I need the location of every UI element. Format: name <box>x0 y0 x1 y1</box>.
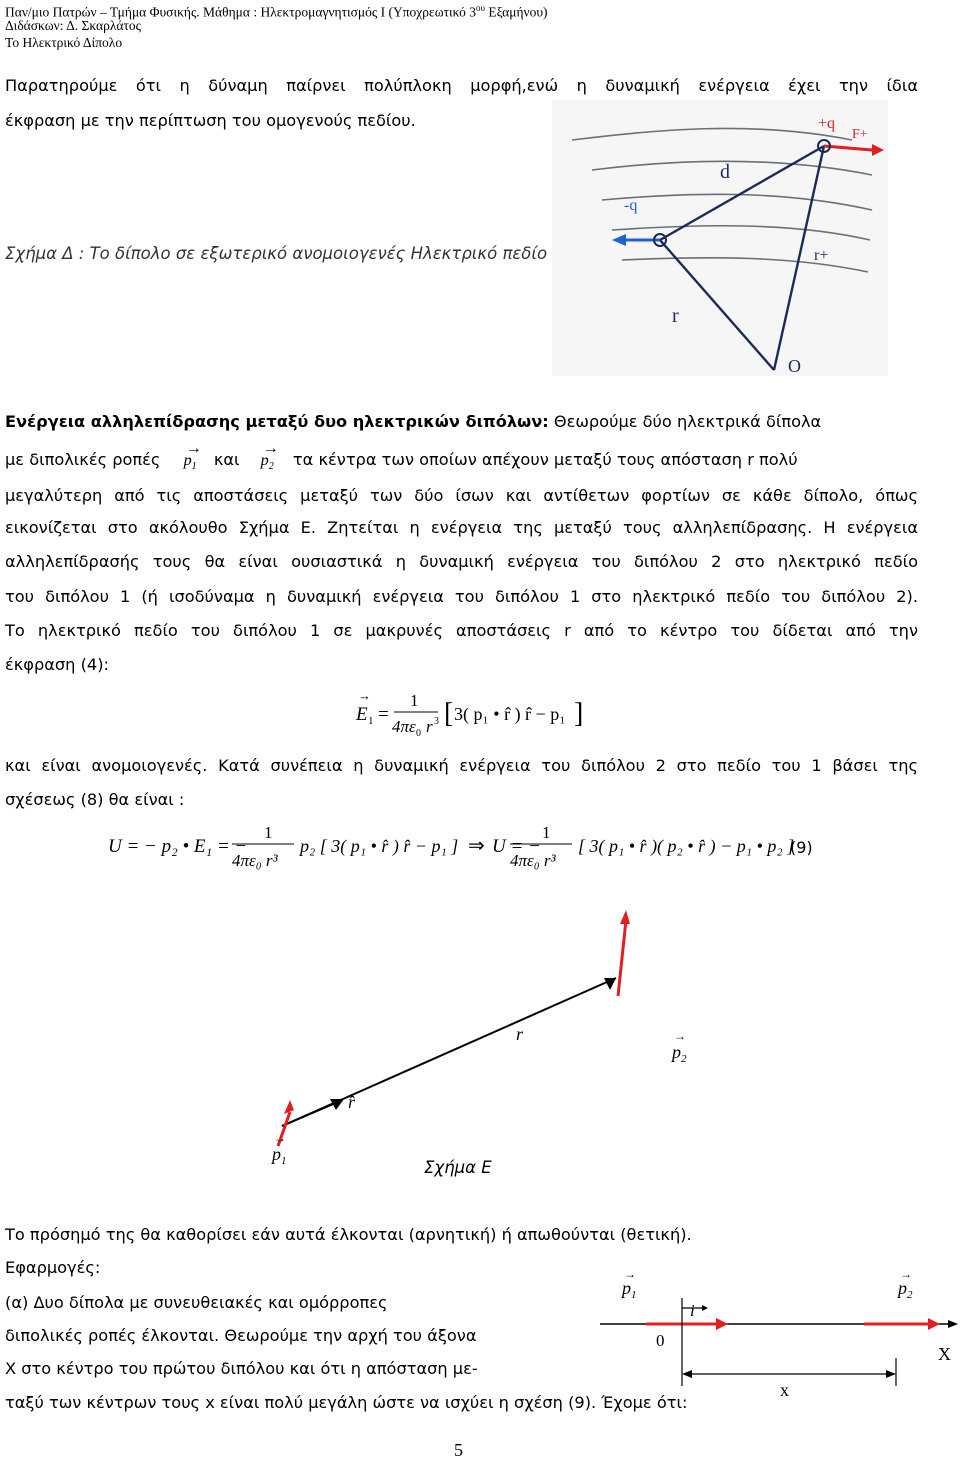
page-number: 5 <box>454 1440 463 1460</box>
label-origin: O <box>788 356 801 376</box>
label-r-plus: r+ <box>814 247 829 264</box>
label-r: r <box>672 305 679 327</box>
svg-text:U = −: U = − <box>492 836 541 857</box>
svg-text:3: 3 <box>434 716 439 727</box>
intro-line-1: Παρατηρούμε ότι η δύναμη παίρνει πολύπλοκη μορφή,ενώ η δυναμική ενέργεια έχει την ίδια <box>5 76 918 95</box>
axis-label-X: X <box>938 1344 951 1364</box>
section-line-4: εικονίζεται στο ακόλουθο Σχήμα Ε. Ζητείται η ενέργεια της μεταξύ τους αλληλεπίδρασης. Η ενέργεια <box>5 518 918 537</box>
svg-text:→: → <box>674 1029 686 1043</box>
svg-text:1: 1 <box>368 715 374 727</box>
application-a-line-2: διπολικές ροπές έλκονται. Θεωρούμε την αρχή του άξονα <box>5 1326 477 1345</box>
axis-label-p2: $p_2$ <box>898 1278 913 1301</box>
svg-text:0: 0 <box>416 728 421 739</box>
axis-label-p1: $p_1$ <box>622 1278 637 1301</box>
section-line-3: μεγαλύτερη από τις αποστάσεις μεταξύ των δύο ίσων και αντίθετων φορτίων σε κάθε δίπολο, όπως <box>5 486 918 505</box>
figure-axis <box>600 1268 960 1398</box>
p2-symbol: → $p_2$ <box>260 439 279 473</box>
svg-text:3( p₁ • r̂ ) r̂ − p₁: 3( p₁ • r̂ ) r̂ − p₁ <box>454 704 566 724</box>
figure-e <box>220 900 740 1200</box>
svg-text:p₂ [ 3( p₁ • r̂ ) r̂ − p₁ ]: p₂ [ 3( p₁ • r̂ ) r̂ − p₁ ] <box>300 836 459 856</box>
svg-text:r: r <box>426 717 433 736</box>
header-course-line: Παν/μιο Πατρών – Τμήμα Φυσικής. Μάθημα : Ηλεκτρομαγνητισμός Ι (Υποχρεωτικό $3^{o\upsilon}$ Εξαμήνου) <box>5 3 548 20</box>
svg-text:[ 3( p₁ • r̂ )( p₂ • r̂ ) − p₁: [ 3( p₁ • r̂ )( p₂ • r̂ ) − p₁ • p₂ ] <box>578 836 795 856</box>
svg-text:1: 1 <box>264 823 273 842</box>
label-plus-q: +q <box>818 115 836 132</box>
after-eq4-line-1: και είναι ανομοιογενές. Κατά συνέπεια η δυναμική ενέργεια του διπόλου 2 στο πεδίο του 1 βάσει της <box>5 756 918 775</box>
fig-e-label-p2: $p_2$ <box>672 1042 687 1065</box>
svg-text:4πε: 4πε <box>392 717 416 736</box>
axis-label-i-hat: i <box>690 1301 695 1320</box>
label-f-plus: F+ <box>852 127 868 142</box>
section-line-7: Το ηλεκτρικό πεδίο του διπόλου 1 σε μακρυνές αποστάσεις r από το κέντρο του δίδεται από την <box>5 621 918 640</box>
label-minus-q: -q <box>624 197 638 214</box>
svg-text:]: ] <box>574 698 584 729</box>
intro-line-2: έκφραση με την περίπτωση του ομογενούς πεδίου. <box>5 111 416 130</box>
equation-9-number: (9) <box>790 838 813 857</box>
equation-4 <box>352 690 592 742</box>
axis-label-zero: 0 <box>656 1331 665 1350</box>
svg-text:1: 1 <box>542 823 551 842</box>
application-a-line-1: (α) Δυο δίπολα με συνευθειακές και ομόρροπες <box>5 1293 388 1312</box>
svg-text:U = − p₂ • E₁ = −: U = − p₂ • E₁ = − <box>108 836 248 857</box>
figure-d-photo <box>552 100 888 376</box>
svg-text:4πε₀ r³: 4πε₀ r³ <box>510 851 556 870</box>
svg-text:4πε₀ r³: 4πε₀ r³ <box>232 851 278 870</box>
svg-text:→: → <box>624 1268 636 1281</box>
svg-text:⇒: ⇒ <box>468 835 485 857</box>
svg-text:=: = <box>378 704 389 725</box>
applications-title: Εφαρμογές: <box>5 1258 101 1277</box>
axis-label-x: x <box>780 1380 789 1398</box>
fig-e-label-r: r <box>516 1024 524 1044</box>
equation-9 <box>104 822 824 880</box>
section-line-1: Ενέργεια αλληλεπίδρασης μεταξύ δυο ηλεκτρικών διπόλων: Θεωρούμε δύο ηλεκτρικά δίπολα <box>5 412 822 431</box>
section-line-8: έκφραση (4): <box>5 655 109 674</box>
after-eq4-line-2: σχέσεως (8) θα είναι : <box>5 790 185 809</box>
header-topic: Το Ηλεκτρικό Δίπολο <box>5 35 123 50</box>
section-line-2: με διπολικές ροπές → $p_1$ και → $p_2$ τα κέντρα των οποίων απέχουν μεταξύ τους απόσταση r πολύ <box>5 439 798 473</box>
svg-text:→: → <box>358 690 371 703</box>
figure-e-caption: Σχήμα Ε <box>424 1158 492 1177</box>
label-d: d <box>720 161 730 183</box>
svg-text:→: → <box>900 1268 912 1281</box>
svg-text:1: 1 <box>410 691 419 710</box>
figure-d-caption: Σχήμα Δ : Το δίπολο σε εξωτερικό ανομοιογενές Ηλεκτρικό πεδίο <box>5 244 548 263</box>
svg-text:→: → <box>274 1131 286 1145</box>
svg-text:[: [ <box>444 698 454 729</box>
application-a-line-4: ταξύ των κέντρων τους x είναι πολύ μεγάλη ώστε να ισχύει η σχέση (9). Έχομε ότι: <box>5 1393 688 1412</box>
header-instructor: Διδάσκων: Δ. Σκαρλάτος <box>5 18 142 33</box>
application-a-line-3: Χ στο κέντρο του πρώτου διπόλου και ότι η απόσταση με- <box>5 1359 478 1378</box>
fig-e-label-p1: $p_1$ <box>272 1144 287 1167</box>
fig-e-label-rhat: r̂ <box>348 1092 356 1112</box>
p1-symbol: → $p_1$ <box>183 439 202 473</box>
section-line-5: αλληλεπίδρασής τους θα είναι ουσιαστικά η δυναμική ενέργεια του διπόλου 2 στο ηλεκτρικό πεδίο <box>5 552 918 571</box>
section-line-6: του διπόλου 1 (ή ισοδύναμα η δυναμική ενέργεια του διπόλου 1 στο ηλεκτρικό πεδίο του διπόλου 2). <box>5 587 918 606</box>
sign-note: Το πρόσημό της θα καθορίσει εάν αυτά έλκονται (αρνητική) ή απωθούνται (θετική). <box>5 1225 692 1244</box>
section-title: Ενέργεια αλληλεπίδρασης μεταξύ δυο ηλεκτρικών διπόλων: <box>5 412 549 431</box>
figure-d-sketch <box>552 100 888 376</box>
svg-text:E: E <box>356 704 368 725</box>
